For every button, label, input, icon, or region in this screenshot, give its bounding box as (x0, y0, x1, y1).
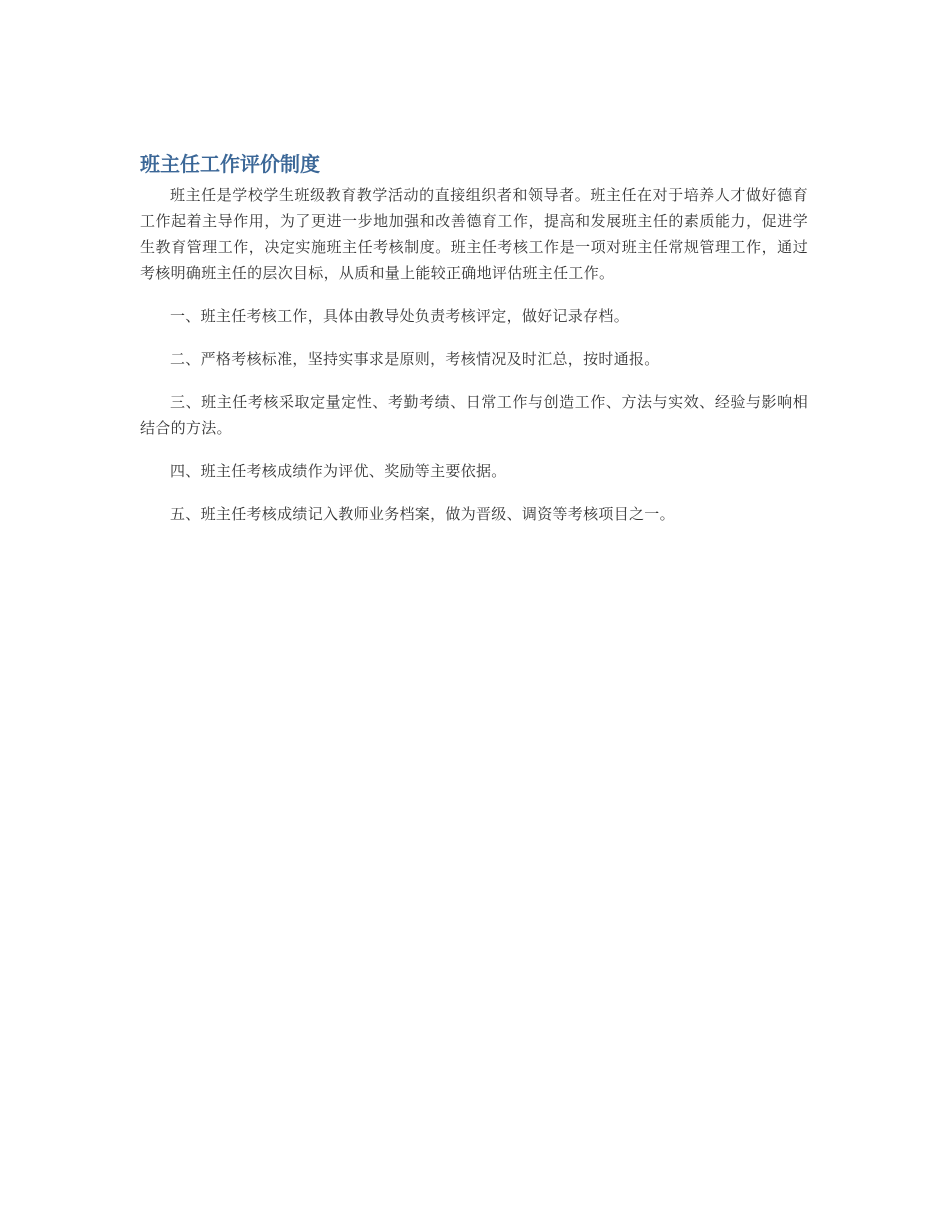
document-title: 班主任工作评价制度 (140, 152, 320, 176)
rule-paragraph-5: 五、班主任考核成绩记入教师业务档案，做为晋级、调资等考核项目之一。 (170, 505, 675, 523)
rule-paragraph-3: 三、班主任考核采取定量定性、考勤考绩、日常工作与创造工作、方法与实效、经验与影响相结合的方法。 (140, 393, 808, 437)
intro-paragraph: 班主任是学校学生班级教育教学活动的直接组织者和领导者。班主任在对于培养人才做好德育工作起着主导作用，为了更进一步地加强和改善德育工作，提高和发展班主任的素质能力，促进学生教育管理工作，决定实施班主任考核制度。班主任考核工作是一项对班主任常规管理工作，通过考核明确班主任的层次目标，从质和量上能较正确地评估班主任工作。 (140, 186, 808, 282)
rule-paragraph-4: 四、班主任考核成绩作为评优、奖励等主要依据。 (170, 462, 507, 480)
rule-paragraph-2: 二、严格考核标准，坚持实事求是原则，考核情况及时汇总，按时通报。 (170, 350, 660, 368)
rule-paragraph-1: 一、班主任考核工作，具体由教导处负责考核评定，做好记录存档。 (170, 307, 630, 325)
document-page (140, 150, 808, 527)
